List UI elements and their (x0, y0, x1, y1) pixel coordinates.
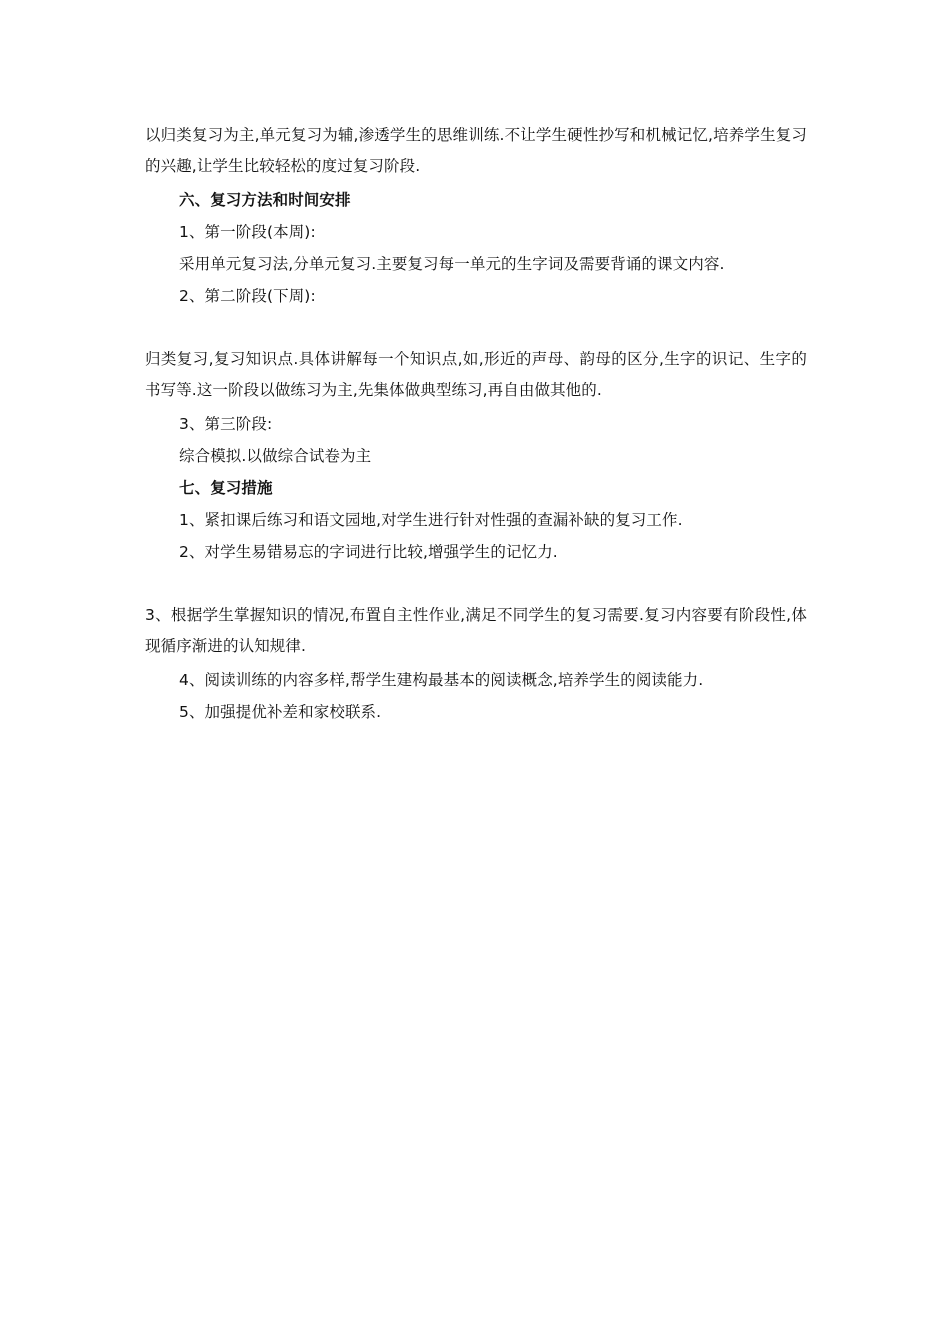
section-seven-heading: 七、复习措施 (179, 479, 273, 497)
stage-two-body: 归类复习,复习知识点.具体讲解每一个知识点,如,形近的声母、韵母的区分,生字的识记、生字的书写等.这一阶段以做练习为主,先集体做典型练习,再自由做其他的. (145, 350, 807, 399)
intro-paragraph: 以归类复习为主,单元复习为辅,渗透学生的思维训练.不让学生硬性抄写和机械记忆,培养学生复习的兴趣,让学生比较轻松的度过复习阶段. (145, 126, 807, 175)
section-six-heading: 六、复习方法和时间安排 (179, 191, 351, 209)
stage-three-body: 综合模拟.以做综合试卷为主 (179, 447, 372, 465)
measure-two: 2、对学生易错易忘的字词进行比较,增强学生的记忆力. (179, 543, 558, 561)
measure-four: 4、阅读训练的内容多样,帮学生建构最基本的阅读概念,培养学生的阅读能力. (179, 671, 704, 689)
stage-two-title: 2、第二阶段(下周): (179, 287, 316, 305)
measure-five: 5、加强提优补差和家校联系. (179, 703, 382, 721)
measure-one: 1、紧扣课后练习和语文园地,对学生进行针对性强的查漏补缺的复习工作. (179, 511, 683, 529)
measure-three: 3、根据学生掌握知识的情况,布置自主性作业,满足不同学生的复习需要.复习内容要有阶段性,体现循序渐进的认知规律. (145, 606, 807, 655)
stage-one-body: 采用单元复习法,分单元复习.主要复习每一单元的生字词及需要背诵的课文内容. (179, 255, 725, 273)
stage-one-title: 1、第一阶段(本周): (179, 223, 316, 241)
stage-three-title: 3、第三阶段: (179, 415, 273, 433)
